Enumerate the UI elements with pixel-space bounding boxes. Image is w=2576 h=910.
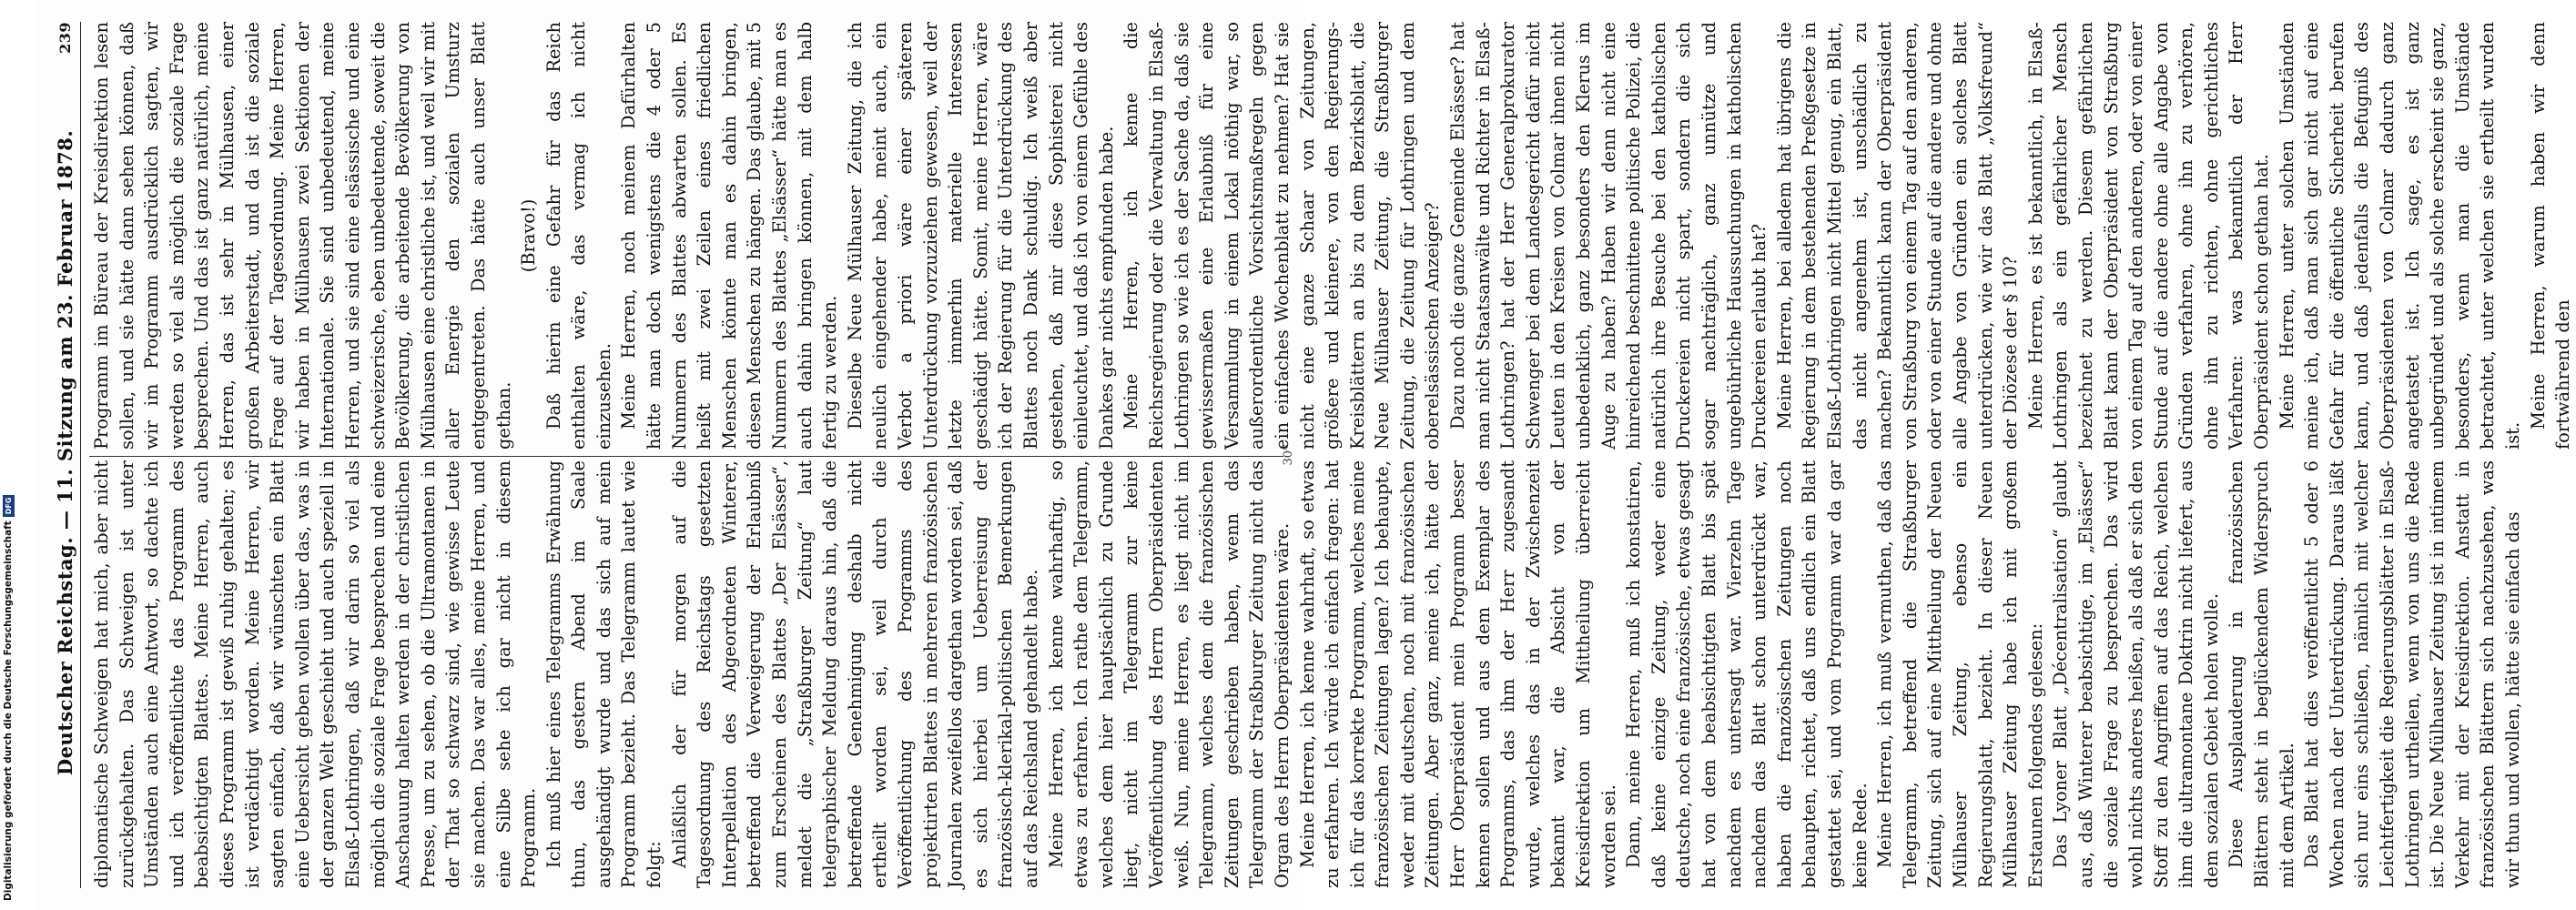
dfg-logo: DFG bbox=[3, 495, 15, 518]
paragraph: Dazu noch die ganze Gemeinde Elsässer? hat man nicht Staatsanwälte und Richter in Elsaß-Lothringen? hat der Herr Generalprokurator Schwenger bei dem Landesgericht dafür nicht Leuten in den Kreisen von Colmar ihnen nicht unbedenklich, ganz besonders den Klerus im Auge zu haben? Haben wir denn nicht eine hinreichend beschnittene politische Polizei, die natürlich ihre Besuche bei den katholischen Druckereien nicht spart, sondern die sich sogar nachträglich, ganz unnütze und ungebührliche Haussuchungen in katholischen Druckereien erlaubt hat? bbox=[1447, 22, 1770, 450]
header-rule bbox=[80, 22, 81, 888]
newspaper-page bbox=[36, 0, 2574, 910]
signature-mark: 30* bbox=[1282, 444, 1295, 466]
column-divider bbox=[89, 456, 1283, 457]
paragraph: Meine Herren, warum haben wir denn fortwährend den bbox=[2527, 22, 2574, 450]
paragraph: Dann, meine Herren, muß ich konstatiren, daß keine einzige Zeitung, weder eine deutsche, noch eine französische, etwas gesagt hat von dem beabsichtigten Blatt bis spät nachdem es untersagt war. Vierzehn Tage nachdem das Blatt schon unterdrückt war, haben die französischen Zeitungen noch behaupten, richtet, daß uns endlich ein Blatt gestattet sei, und vom Programm war da gar keine Rede. bbox=[1623, 460, 1871, 888]
paragraph: Anläßlich der für morgen auf die Tagesordnung des Reichstags gesetzten Interpellation des Abgeordneten Winterer, betreffend die Verweigerung der Erlaubniß zum Erscheinen des Blattes „Der Elsässer“, meldet die „Straßburger Zeitung“ laut telegraphischer Meldung daraus hin, daß die betreffende Genehmigung deshalb nicht ertheilt worden sei, weil durch die Veröffentlichung des Programms des projektirten Blattes in mehreren französischen Journalen zweifellos dargethan worden sei, daß es sich hierbei um Ueberreisung der französisch-klerikal-politischen Bemerkungen auf das Reichsland gehandelt habe. bbox=[668, 460, 1041, 888]
paragraph: Meine Herren, unter solchen Umständen meine ich, daß man sich gar nicht auf eine Gefahr für die öffentliche Sicherheit berufen kann, und daß jedenfalls die Befugniß des Oberpräsidenten von Colmar dadurch ganz angetastet ist. Ich sage, es ist ganz unbegründet und als solche erscheint sie ganz, besonders, wenn man die Umstände betrachtet, unter welchen sie ertheilt wurden ist. bbox=[2276, 22, 2523, 450]
paragraph: Meine Herren, es ist bekanntlich, in Elsaß-Lothringen als ein gefährlicher Mensch bezeichnet zu werden. Diesem gefährlichen Blatt kann der Oberpräsident von Straßburg von einem Tag auf den anderen, oder von einer Stunde auf die andere ohne alle Angabe von Gründen verfahren, ohne ihn zu verhören, ohne ihn zu richten, ohne gerichtliches Verfahren: was bekanntlich der Herr Oberpräsident schon gethan hat. bbox=[2024, 22, 2273, 450]
text-column-left bbox=[89, 460, 2523, 888]
paragraph: Ich muß hier eines Telegramms Erwähnung thun, das gestern Abend im Saale ausgehändigt wurde und das sich auf mein Programm bezieht. Das Telegramm lautet wie folgt: bbox=[543, 460, 665, 888]
paragraph: Programm im Büreau der Kreisdirektion lesen sollen, und sie hätte dann sehen können, daß wir im Programm ausdrücklich sagten, wir werden so viel als möglich die soziale Frage besprechen. Und das ist ganz natürlich, meine Herren, das ist sehr in Mülhausen, einer großen Arbeiterstadt, und da ist die soziale Frage auf der Tagesordnung. Meine Herren, wir haben in Mülhausen zwei Sektionen der Internationale. Sie sind unbedeutend, meine Herren, und sie sind eine elsässische und eine schweizerische, eben unbedeutende, soweit die Bevölkerung, die arbeitende Bevölkerung von Mülhausen eine christliche ist, und weil wir mit aller Energie den sozialen Umsturz entgegentreten. Das hätte auch unser Blatt gethan. bbox=[91, 22, 514, 450]
running-head bbox=[53, 22, 76, 888]
paragraph: Dieselbe Neue Mülhauser Zeitung, die ich neulich eingehender habe, meint auch, ein Verbot a priori wäre einer späteren Unterdrückung vorzuziehen gewesen, weil der letzte immerhin materielle Interessen geschädigt hätte. Somit, meine Herren, wäre ich der Regierung für die Unterdrückung des Blattes noch Dank schuldig. Ich weiß aber gestehen, daß mir diese Sophisterei nicht einleuchtet, und daß ich von einem Gefühle des Dankes gar nichts empfunden habe. bbox=[844, 22, 1117, 450]
paragraph: Diese Ausplauderung in französischen Blättern steht in beglückendem Widerspruch mit dem Artikel. bbox=[2226, 460, 2297, 888]
digitization-credit bbox=[2, 497, 15, 901]
page-number: 239 bbox=[56, 22, 74, 54]
applause-note: (Bravo!) bbox=[518, 198, 540, 273]
page-title: Deutscher Reichstag. — 11. Sitzung am 23. Februar 1878. bbox=[53, 129, 76, 776]
paragraph: Meine Herren, ich kenne wahrhaft, so etwas zu erfahren. Ich würde ich einfach fragen: hat ich für das korrekte Programm, welches meine französischen Zeitungen lagen? Ich behaupte, weder mit deutschen, noch mit französischen Zeitungen. Aber ganz, meine ich, hätte der Herr Oberpräsident mein Programm besser kennen sollen und aus dem Exemplar des Programms, das ihm der Herr zugesandt wurde, welches das in der Zwischenzeit bekannt war, die Absicht von der Kreisdirektion um Mittheilung überreicht worden sei. bbox=[1296, 460, 1619, 888]
paragraph: Meine Herren, noch meinem Dafürhalten hätte man doch wenigstens die 4 oder 5 Nummern des Blattes abwarten sollen. Es heißt mit zwei Zeilen eines friedlichen Menschen könnte man es dahin bringen, diesen Menschen zu hängen. Das glaube, mit 5 Nummern des Blattes „Elsässer“ hätte man es auch dahin bringen können, mit dem halb fertig zu werden. bbox=[618, 22, 841, 450]
paragraph: Meine Herren, ich muß vermuthen, daß das Telegramm, betreffend die Straßburger Zeitung, sich auf eine Mittheilung der Neuen Mülhauser Zeitung, ebenso ein Regierungsblatt, bezieht. In dieser Neuen Mülhauser Zeitung habe ich mit großem Erstaunen folgendes gelesen: bbox=[1874, 460, 2046, 888]
paragraph: Das Lyoner Blatt „Décentralisation“ glaubt aus, daß Winterer beabsichtige, im „Elsässer“ die soziale Frage zu besprechen. Das wird wohl nichts anderes heißen, als daß er sich den Stoff zu den Angriffen auf das Reich, welchen ihm die ultramontane Doktrin nicht liefert, aus dem sozialen Gebiet holen wolle. bbox=[2050, 460, 2222, 888]
paragraph: Meine Herren, ich kenne wahrhaftig, so etwas zu erfahren. Ich rathe dem Telegramm, welches dem hier hauptsächlich zu Grunde liegt, nicht im Telegramm zur keine Veröffentlichung des Herrn Oberpräsidenten weiß. Nun, meine Herren, es liegt nicht im Telegramm, welches dem die französischen Zeitungen geschrieben haben, wenn das Telegramm der Straßburger Zeitung nicht das Organ des Herrn Oberpräsidenten wäre. bbox=[1045, 460, 1293, 888]
digitization-credit-text: Digitalisierung gefördert durch die Deutsche Forschungsgemeinschaft bbox=[3, 521, 14, 901]
paragraph: Daß hierin eine Gefahr für das Reich enthalten wäre, das vermag ich nicht einzusehen. bbox=[543, 22, 614, 450]
paragraph: Meine Herren, ich kenne die Reichsregierung oder die Verwaltung in Elsaß-Lothringen so wie ich es der Sache da, daß sie gewissermaßen eine Erlaubniß für eine Versammlung in einem Lokal nöthig war, so außerordentliche Vorsichtsmaßregeln gegen ein einfaches Wochenblatt zu nehmen? Hat sie nicht eine ganze Schaar von Zeitungen, größere und kleinere, von den Regierungs-Kreisblättern an bis zu dem Bezirksblatt, die Neue Mülhauser Zeitung, die Straßburger Zeitung, die Zeitung für Lothringen und dem oberelsässischen Anzeiger? bbox=[1121, 22, 1444, 450]
paragraph: diplomatische Schweigen hat mich, aber nicht zurückgehalten. Das Schweigen ist unter Umständen auch eine Antwort, so dachte ich und ich veröffentlichte das Programm des beabsichtigten Blattes. Meine Herren, auch dieses Programm ist gewiß ruhig gehalten; es ist verdächtigt worden. Meine Herren, wir sagten einfach, daß wir wünschten ein Blatt eine Uebersicht geben wollen über das, was in der ganzen Welt geschieht und auch speziell in Elsaß-Lothringen, daß wir darin so viel als möglich die soziale Frage besprechen und eine Anschauung halten werden in der christlichen Presse, um zu sehen, ob die Ultramontanen in der That so schwarz sind, wie gewisse Leute sie machen. Das war alles, meine Herren, und eine Silbe sehe ich gar nicht in diesem Programm. bbox=[91, 460, 540, 888]
paragraph: Das Blatt hat dies veröffentlicht 5 oder 6 Wochen nach der Unterdrückung. Daraus läßt sich nur eins schließen, nämlich mit welcher Leichtfertigkeit die Regierungsblätter in Elsaß-Lothringen urtheilen, wenn von uns die Rede ist. Die Neue Mülhauser Zeitung ist in intimem Verkehr mit der Kreisdirektion. Anstatt in französischen Blättern sich nachzusehen, was wir thun und wollen, hätte sie einfach das bbox=[2301, 460, 2523, 888]
text-column-right bbox=[89, 22, 2574, 450]
paragraph: Meine Herren, bei alledem hat übrigens die Regierung in dem bestehenden Preßgesetze in Elsaß-Lothringen nicht Mittel genug, ein Blatt, das nicht angenehm ist, unschädlich zu machen? Bekanntlich kann der Oberpräsident von Straßburg von einem Tag auf den anderen, oder von einer Stunde auf die andere und ohne alle Angabe von Gründen ein solches Blatt unterdrücken, wie wir das Blatt „Volksfreund“ der Diözese der § 10? bbox=[1773, 22, 2022, 450]
